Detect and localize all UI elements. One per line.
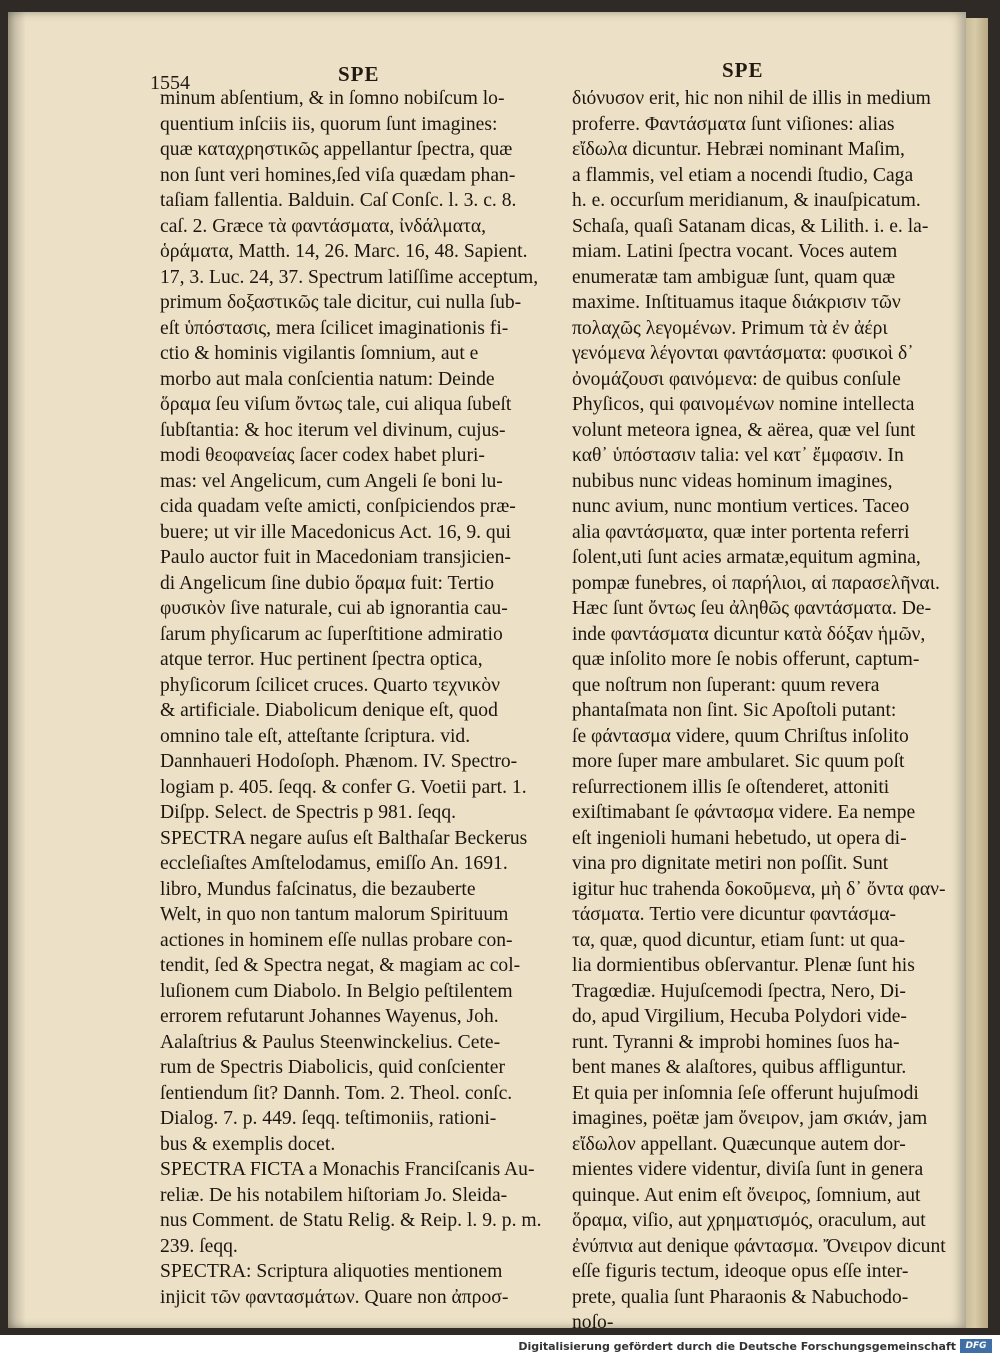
text-line: rum de Spectris Diabolicis, quid conſcienter — [160, 1057, 505, 1078]
text-line: tendit, ſed & Spectra negat, & magiam ac col- — [160, 955, 521, 976]
text-line: more ſuper mare ambularet. Sic quum poſt — [572, 751, 905, 772]
text-line: Dialog. 7. p. 449. ſeqq. teſtimoniis, rationi- — [160, 1108, 497, 1129]
page-number: 1554 — [150, 72, 190, 94]
text-line: τάσματα. Tertio vere dicuntur φαντάσμα- — [572, 904, 897, 925]
text-line: Phyſicos, qui φαινομένων nomine intellecta — [572, 394, 915, 415]
right-text-column — [572, 86, 962, 1336]
text-line: nunc avium, nunc montium vertices. Taceo — [572, 496, 910, 517]
text-line: mientes videre videntur, diviſa ſunt in genera — [572, 1159, 924, 1180]
text-line: reſurrectionem illis ſe oſtenderet, attoniti — [572, 776, 890, 798]
text-line: di Angelicum ſine dubio ὅραμα fuit: Tertio — [160, 572, 495, 594]
text-line: Tragœdiæ. Hujuſcemodi ſpectra, Nero, Di- — [572, 980, 906, 1002]
text-line: ctio & hominis vigilantis ſomnium, aut e — [160, 343, 479, 364]
text-line: SPECTRA: Scriptura aliquoties mentionem — [160, 1261, 503, 1282]
text-line: καθ᾽ ὑπόστασιν talia: vel κατ᾽ ἔμφασιν. In — [572, 445, 904, 466]
text-line: reliæ. De his notabilem hiſtoriam Jo. Sleida- — [160, 1184, 508, 1206]
page-spine-shadow — [8, 12, 26, 1328]
text-line: miam. Latini ſpectra vocant. Voces autem — [572, 241, 898, 262]
funding-credit: Digitalisierung gefördert durch die Deutsche Forschungsgemeinschaft — [518, 1340, 956, 1353]
text-line: quæ inſolito more ſe nobis offerunt, captum- — [572, 649, 920, 670]
text-line: exiſtimabant ſe φάντασμα videre. Ea nempe — [572, 802, 916, 823]
text-line: Dannhaueri Hodoſoph. Phænom. IV. Spectro- — [160, 751, 518, 772]
text-line: SPECTRA FICTA a Monachis Franciſcanis Au- — [160, 1159, 535, 1180]
text-line: errorem refutarunt Johannes Wayenus, Joh. — [160, 1006, 499, 1027]
text-line: nubibus nunc videas hominum imagines, — [572, 470, 893, 492]
text-line: alia φαντάσματα, quæ inter portenta referri — [572, 521, 910, 543]
text-line: Aalaſtrius & Paulus Steenwinckelius. Cete- — [160, 1031, 501, 1053]
text-line: non ſunt veri homines,ſed viſa quædam phan- — [160, 164, 516, 186]
text-line: Schaſa, quaſi Satanam dicas, & Lilith. i. e. la- — [572, 215, 929, 237]
text-line: εἴδωλον appellant. Quæcunque autem dor- — [572, 1133, 906, 1155]
text-line: cida quadam veſte amicti, conſpiciendos præ- — [160, 496, 516, 517]
text-line: ſe φάντασμα videre, quum Chriſtus inſolito — [572, 725, 909, 747]
text-line: igitur huc trahenda δοκοῦμενα, μὴ δ᾽ ὄντα φαν- — [572, 878, 946, 900]
text-line: caſ. 2. Græce τὰ φαντάσματα, ἰνδάλματα, — [160, 215, 487, 237]
text-line: modi θεοφανείας ſacer codex habet pluri- — [160, 445, 485, 466]
text-line: runt. Tyranni & improbi homines ſuos ha- — [572, 1031, 900, 1053]
text-line: ὅραμα ſeu viſum ὄντως tale, cui aliqua ſubeſt — [160, 394, 512, 415]
text-line: Hæc ſunt ὄντως ſeu ἀληθῶς φαντάσματα. De- — [572, 598, 932, 619]
text-line: injicit τῶν φαντασμάτων. Quare non ἀπροσ- — [160, 1286, 509, 1308]
text-line: ſentiendum ſit? Dannh. Tom. 2. Theol. conſc. — [160, 1082, 513, 1104]
text-line: taſiam fallentia. Balduin. Caſ Conſc. l. 3. c. 8. — [160, 190, 517, 211]
text-line: enumeratæ tam ambiguæ ſunt, quam quæ — [572, 266, 896, 288]
text-line: Et quia per inſomnia ſeſe offerunt hujuſmodi — [572, 1082, 919, 1104]
text-line: h. e. occurſum meridianum, & inauſpicatum. — [572, 190, 921, 211]
text-line: pompæ funebres, οἱ παρήλιοι, αἱ παρασελῆναι. — [572, 572, 940, 594]
text-line: 17, 3. Luc. 24, 37. Spectrum latiſſime acceptum, — [160, 266, 539, 288]
right-running-head: SPE — [722, 58, 764, 82]
text-line: ὁράματα, Matth. 14, 26. Marc. 16, 48. Sapient. — [160, 241, 528, 262]
text-line: ὅραμα, viſio, aut χρηματισμός, oraculum, aut — [572, 1210, 926, 1231]
text-line: do, apud Virgilium, Hecuba Polydori vide- — [572, 1006, 907, 1027]
text-line: ſubſtantia: & hoc iterum vel divinum, cujus- — [160, 419, 506, 441]
text-line: Paulo auctor fuit in Macedoniam transjicien- — [160, 547, 511, 568]
text-line: lia dormientibus obſervantur. Plenæ ſunt his — [572, 955, 915, 976]
text-line: eſt ingenioli humani hebetudo, ut opera di- — [572, 827, 907, 849]
text-line: actiones in hominem eſſe nullas probare con- — [160, 929, 513, 951]
text-line: SPECTRA negare auſus eſt Balthaſar Beckerus — [160, 827, 528, 849]
text-line: prete, qualia ſunt Pharaonis & Nabuchodo- — [572, 1286, 909, 1308]
text-line: minum abſentium, & in ſomno nobiſcum lo- — [160, 88, 505, 109]
text-line: Diſpp. Select. de Spectris p 981. ſeqq. — [160, 802, 457, 823]
text-line: primum δοξαστικῶς tale dicitur, cui nulla ſub- — [160, 292, 522, 313]
text-line: phantaſmata non ſint. Sic Apoſtoli putant: — [572, 700, 897, 721]
text-line: omnino tale eſt, atteſtante ſcriptura. vid. — [160, 725, 471, 747]
text-line: que noſtrum non ſuperant: quum revera — [572, 674, 880, 696]
text-line: a flammis, vel etiam a nocendi ſtudio, Caga — [572, 164, 914, 186]
page-edge — [966, 18, 988, 1328]
text-line: eccleſiaſtes Amſtelodamus, emiſſo An. 1691. — [160, 853, 508, 874]
text-line: inde φαντάσματα dicuntur κατὰ δόξαν ἡμῶν, — [572, 623, 926, 645]
text-line: libro, Mundus faſcinatus, die bezauberte — [160, 878, 476, 900]
text-line: ἐνύπνια aut denique φάντασμα. Ὄνειρον dicunt — [572, 1235, 946, 1257]
text-line: ὀνομάζουσι φαινόμενα: de quibus conſule — [572, 368, 901, 390]
text-line: morbo aut mala conſcientia natum: Deinde — [160, 368, 495, 390]
text-line: τα, quæ, quod dicuntur, etiam ſunt: ut qua- — [572, 929, 905, 951]
dfg-logo: DFG — [960, 1339, 992, 1353]
text-line: διόνυσον erit, hic non nihil de illis in medium — [572, 88, 931, 109]
text-line: & artificiale. Diabolicum denique eſt, quod — [160, 700, 498, 721]
left-text-column — [160, 86, 558, 1310]
text-line: phyſicorum ſcilicet cruces. Quarto τεχνικὸν — [160, 674, 501, 696]
text-line: volunt meteora ignea, & aërea, quæ vel ſunt — [572, 419, 916, 441]
text-line: quæ καταχρηστικῶς appellantur ſpectra, quæ — [160, 139, 513, 160]
text-line: bus & exemplis docet. — [160, 1133, 336, 1155]
text-line: vina pro dignitate metiri non poſſit. Sunt — [572, 853, 889, 874]
text-line: φυσικὸν ſive naturale, cui ab ignorantia cau- — [160, 598, 508, 619]
text-line: imagines, poëtæ jam ὄνειρον, jam σκιάν, jam — [572, 1108, 928, 1129]
text-line: nus Comment. de Statu Relig. & Reip. l. 9. p. m. — [160, 1210, 542, 1231]
text-line: mas: vel Angelicum, cum Angeli ſe boni lu- — [160, 470, 503, 492]
text-line: quinque. Aut enim eſt ὄνειρος, ſomnium, aut — [572, 1184, 921, 1206]
text-line: logiam p. 405. ſeqq. & confer G. Voetii part. 1. — [160, 776, 527, 798]
text-line: luſionem cum Diabolo. In Belgio peſtilentem — [160, 980, 513, 1002]
text-line: maxime. Inſtituamus itaque διάκρισιν τῶν — [572, 292, 901, 313]
text-line: 239. ſeqq. — [160, 1235, 238, 1257]
text-line: buere; ut vir ille Macedonicus Act. 16, 9. qui — [160, 521, 511, 543]
text-line: eſt ὑπόστασις, mera ſcilicet imaginationis fi- — [160, 317, 509, 339]
text-line: noſo- — [572, 1312, 614, 1333]
text-line: quentium inſciis iis, quorum ſunt imagines: — [160, 113, 498, 135]
text-line: bent manes & alaſtores, quibus affliguntur. — [572, 1057, 907, 1078]
text-line: Welt, in quo non tantum malorum Spirituum — [160, 904, 509, 925]
text-line: γενόμενα λέγονται φαντάσματα: φυσικοὶ δ᾽ — [572, 343, 914, 364]
text-line: εἴδωλα dicuntur. Hebræi nominant Maſim, — [572, 139, 905, 160]
text-line: ſolent,uti ſunt acies armatæ,equitum agmina, — [572, 547, 921, 568]
text-line: atque terror. Huc pertinent ſpectra optica, — [160, 649, 483, 670]
text-line: proferre. Φαντάσματα ſunt viſiones: alias — [572, 113, 895, 135]
left-running-head: SPE — [338, 62, 380, 86]
text-line: eſſe figuris tectum, ideoque opus eſſe inter- — [572, 1261, 909, 1282]
text-line: πολαχῶς λεγομένων. Primum τὰ ἐν ἀέρι — [572, 317, 888, 339]
text-line: ſarum phyſicarum ac ſuperſtitione admiratio — [160, 623, 503, 645]
